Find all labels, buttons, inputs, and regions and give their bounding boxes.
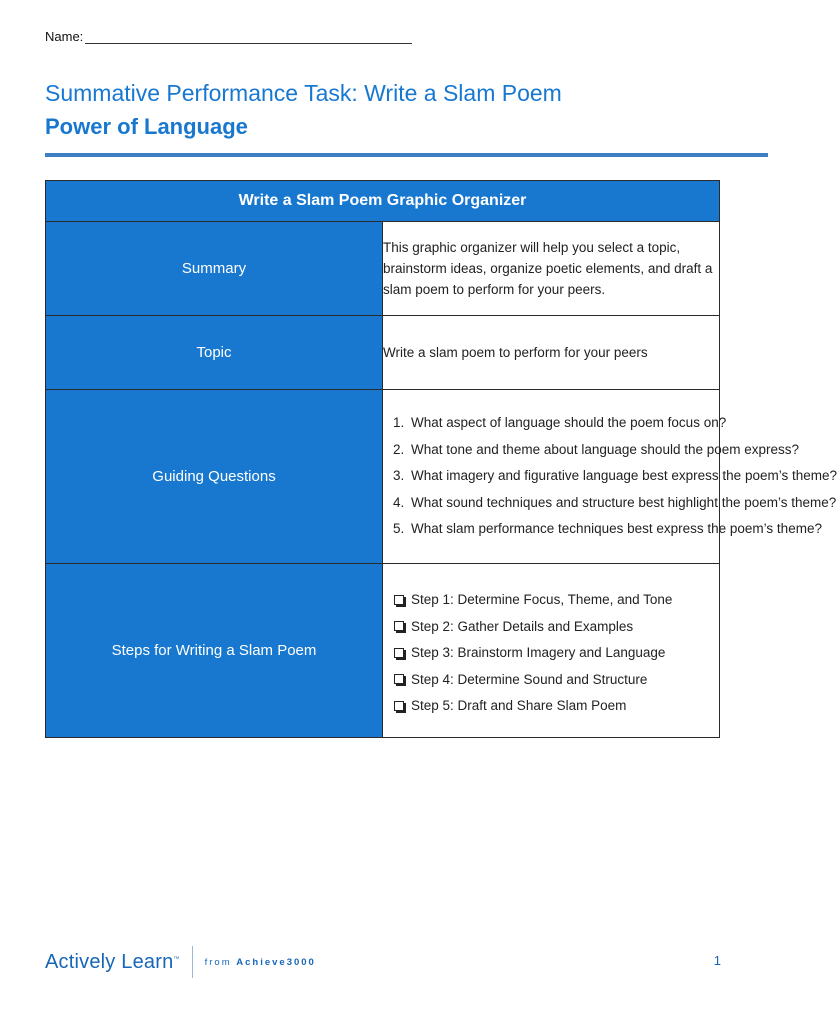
list-item	[393, 463, 837, 490]
table-row-topic	[46, 316, 720, 390]
list-item	[393, 437, 800, 464]
checkbox-icon[interactable]	[394, 621, 404, 631]
steps-label: Steps for Writing a Slam Poem	[46, 564, 383, 738]
table-row-summary	[46, 222, 720, 316]
list-item[interactable]	[393, 587, 719, 614]
question-text: What imagery and figurative language best express the poem’s theme?	[411, 468, 837, 484]
guiding-questions-cell	[383, 390, 837, 564]
topic-text: Write a slam poem to perform for your peers	[383, 316, 720, 390]
list-item	[393, 490, 837, 517]
checkbox-icon[interactable]	[394, 701, 404, 711]
steps-checklist	[383, 581, 719, 720]
question-text: What tone and theme about language should the poem express?	[411, 441, 800, 457]
topic-label: Topic	[46, 316, 383, 390]
logo-divider	[192, 946, 193, 978]
step-text: Step 3: Brainstorm Imagery and Language	[411, 645, 666, 661]
step-text: Step 1: Determine Focus, Theme, and Tone	[411, 592, 673, 608]
title-divider	[45, 153, 768, 157]
question-number: 3.	[393, 468, 405, 484]
steps-cell	[383, 564, 720, 738]
actively-learn-logo	[45, 951, 180, 974]
from-prefix: from	[204, 956, 232, 968]
list-item[interactable]	[393, 614, 719, 641]
question-text: What slam performance techniques best express the poem’s theme?	[411, 521, 822, 537]
page-subtitle: Power of Language	[45, 114, 248, 139]
list-item	[393, 410, 727, 437]
summary-label: Summary	[46, 222, 383, 316]
page-number: 1	[713, 953, 721, 968]
summary-text: This graphic organizer will help you select a topic, brainstorm ideas, organize poetic elements, and draft a slam poem to perform for your peers.	[383, 222, 720, 316]
table-row-guiding-questions	[46, 390, 720, 564]
footer-branding	[45, 946, 316, 978]
list-item[interactable]	[393, 667, 719, 694]
table-row-steps	[46, 564, 720, 738]
list-item	[393, 516, 822, 543]
guiding-questions-list	[383, 410, 837, 543]
name-field-line	[45, 29, 412, 44]
trademark-mark: ™	[173, 955, 180, 962]
list-item[interactable]	[393, 693, 719, 720]
question-text: What aspect of language should the poem focus on?	[411, 415, 727, 431]
checkbox-icon[interactable]	[394, 595, 404, 605]
guiding-questions-label: Guiding Questions	[46, 390, 383, 564]
step-text: Step 5: Draft and Share Slam Poem	[411, 698, 627, 714]
graphic-organizer-table	[45, 180, 837, 738]
checkbox-icon[interactable]	[394, 648, 404, 658]
question-number: 2.	[393, 441, 405, 457]
question-text: What sound techniques and structure best highlight the poem’s theme?	[411, 494, 837, 510]
question-number: 5.	[393, 521, 405, 537]
page-title: Summative Performance Task: Write a Slam Poem	[45, 80, 562, 106]
from-achieve-label	[205, 957, 316, 968]
achieve3000-brand: Achieve3000	[236, 956, 316, 968]
checkbox-icon[interactable]	[394, 674, 404, 684]
name-label: Name:	[45, 29, 84, 44]
step-text: Step 2: Gather Details and Examples	[411, 618, 634, 634]
step-text: Step 4: Determine Sound and Structure	[411, 671, 648, 687]
question-number: 4.	[393, 494, 405, 510]
organizer-heading: Write a Slam Poem Graphic Organizer	[46, 181, 720, 222]
question-number: 1.	[393, 415, 405, 431]
list-item[interactable]	[393, 640, 719, 667]
name-blank[interactable]	[85, 31, 412, 44]
logo-name: Actively Learn	[45, 950, 174, 973]
